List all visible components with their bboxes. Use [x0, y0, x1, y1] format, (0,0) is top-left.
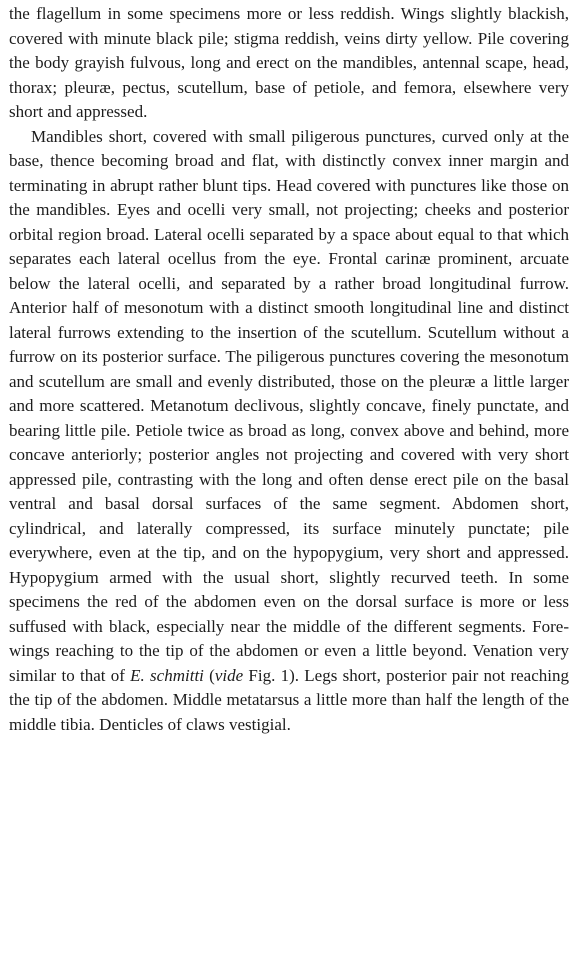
- paragraph-text-end: Fig. 1). Legs short, posterior pair not reaching the tip of the abdomen. Middle metatarsus a little more than half the length of the middle tibia. Denticles of claws vestigial.: [9, 665, 570, 734]
- paren-open: (: [203, 665, 215, 685]
- vide-word: vide: [214, 665, 244, 685]
- species-name: E. schmitti: [130, 665, 204, 685]
- document-page: [9, 2, 569, 737]
- paragraph-text: the flagellum in some specimens more or less reddish. Wings slightly blackish, covered with minute black pile; stigma reddish, veins dirty yellow. Pile covering the body grayish fulvous, long and erect on the mandibles, antennal scape, head, thorax; pleuræ, pectus, scutellum, base of petiole, and femora, elsewhere very short and appressed.: [9, 4, 569, 121]
- paragraph-text: Mandibles short, covered with small piligerous punctures, curved only at the base, thence becoming broad and flat, with distinctly convex inner margin and terminating in abrupt rather blunt tips. Head covered with punctures like those on the mandibles. Eyes and ocelli very small, not projecting; cheeks and posterior orbital region broad. Lateral ocelli separated by a space about equal to that which separates each lateral ocellus from the eye. Frontal carinæ prominent, arcuate below the lateral ocelli, and separated by a rather broad longitudinal furrow. Anterior half of mesonotum with a distinct smooth longitudinal line and distinct lateral furrows extending to the insertion of the scutellum. Scutellum without a furrow on its posterior surface. The piligerous punctures covering the mesonotum and scutellum are small and evenly distributed, those on the pleuræ a little larger and more scattered. Metanotum declivous, slightly concave, finely punctate, and bearing little pile. Petiole twice as broad as long, convex above and behind, more concave anteriorly; posterior angles not projecting and covered with very short appressed pile, contrasting with the long and often dense erect pile on the basal ventral and basal dorsal surfaces of the same segment. Abdomen short, cylindrical, and laterally compressed, its surface minutely punctate; pile everywhere, even at the tip, and on the hypopygium, very short and appressed. Hypopygium armed with the usual short, slightly recurved teeth. In some specimens the red of the abdomen even on the dorsal surface is more or less suffused with black, especially near the middle of the different segments. Fore-wings reaching to the tip of the abdomen or even a little beyond. Venation very similar to that of: [9, 126, 569, 685]
- paragraph-morphology-description: [9, 125, 569, 738]
- paragraph-wing-description: [9, 2, 569, 125]
